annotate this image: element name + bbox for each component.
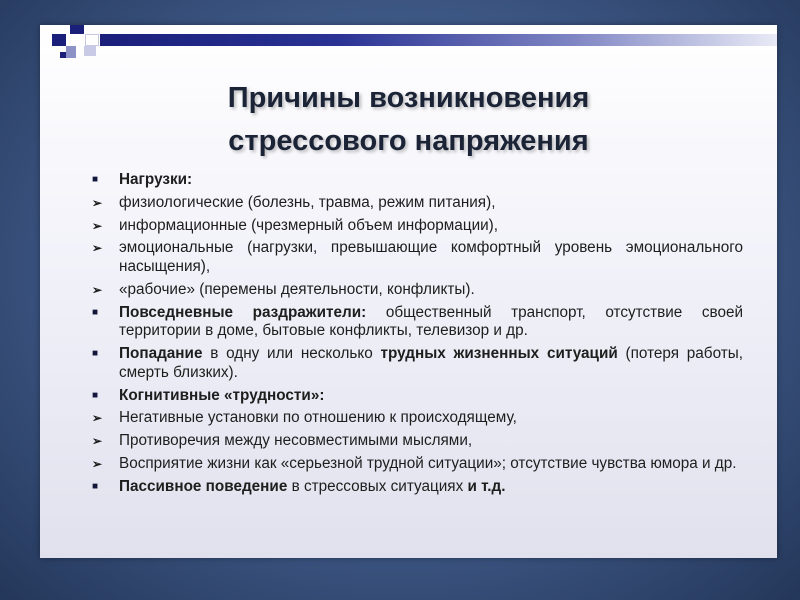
arrow-bullet-icon: ➢ [92,282,103,297]
arrow-bullet-icon: ➢ [92,241,103,256]
bold-text: Когнитивные «трудности»: [119,386,325,404]
list-item [92,345,743,382]
bullet-list [92,171,743,501]
arrow-bullet-icon: ➢ [92,411,103,426]
square-bullet-icon: ■ [92,306,99,318]
header-gradient-bar [100,34,777,46]
title-line-2: стрессового напряжения [228,125,589,157]
decor-square [85,34,99,46]
body-text: Противоречия между несовместимыми мыслями, [119,432,473,450]
list-item [92,171,743,190]
list-item [92,409,743,428]
list-item [92,217,743,236]
arrow-bullet-icon: ➢ [92,434,103,449]
square-bullet-icon: ■ [92,389,99,401]
bold-text: Пассивное поведение [119,477,288,495]
body-text: «рабочие» (перемены деятельности, конфликты). [119,280,475,298]
decor-square [66,46,76,58]
body-text: эмоциональные (нагрузки, превышающие комфортный уровень эмоционального насыщения), [119,239,743,276]
bold-text: Попадание [119,345,203,363]
square-bullet-icon: ■ [92,348,99,360]
slide [40,25,777,558]
bold-text: трудных жизненных ситуаций [380,345,618,363]
body-text: в одну или несколько [202,345,381,363]
list-item [92,455,743,474]
square-bullet-icon: ■ [92,174,99,185]
body-text: информационные (чрезмерный объем информации), [119,216,499,234]
body-text: общественный транспорт, отсутствие своей территории в доме, бытовые конфликты, телевизор и др. [119,303,744,340]
list-item [92,432,743,451]
arrow-bullet-icon: ➢ [92,457,103,472]
bold-text: и т.д. [467,477,506,495]
arrow-bullet-icon: ➢ [92,218,103,233]
decor-square [60,52,66,58]
decor-square [52,34,66,46]
bold-text: Нагрузки: [119,171,193,188]
body-text: (потеря работы, смерть близких). [119,345,743,381]
decor-square [84,46,96,56]
decor-square [70,25,84,34]
list-item [92,478,743,497]
bold-text: Повседневные раздражители: [119,303,367,321]
list-item [92,239,743,276]
body-text: физиологические (болезнь, травма, режим питания), [119,193,496,211]
square-bullet-icon: ■ [92,480,99,492]
list-item [92,194,743,213]
list-item [92,281,743,300]
list-item [92,304,743,341]
body-text: Восприятие жизни как «серьезной трудной ситуации»; отсутствие чувства юмора и др. [119,455,737,473]
title-line-1: Причины возникновения [227,82,590,114]
list-item [92,387,743,406]
slide-title [40,77,777,163]
body-text: в стрессовых ситуациях [287,477,468,495]
body-text: Негативные установки по отношению к происходящему, [119,409,517,427]
arrow-bullet-icon: ➢ [92,195,103,210]
